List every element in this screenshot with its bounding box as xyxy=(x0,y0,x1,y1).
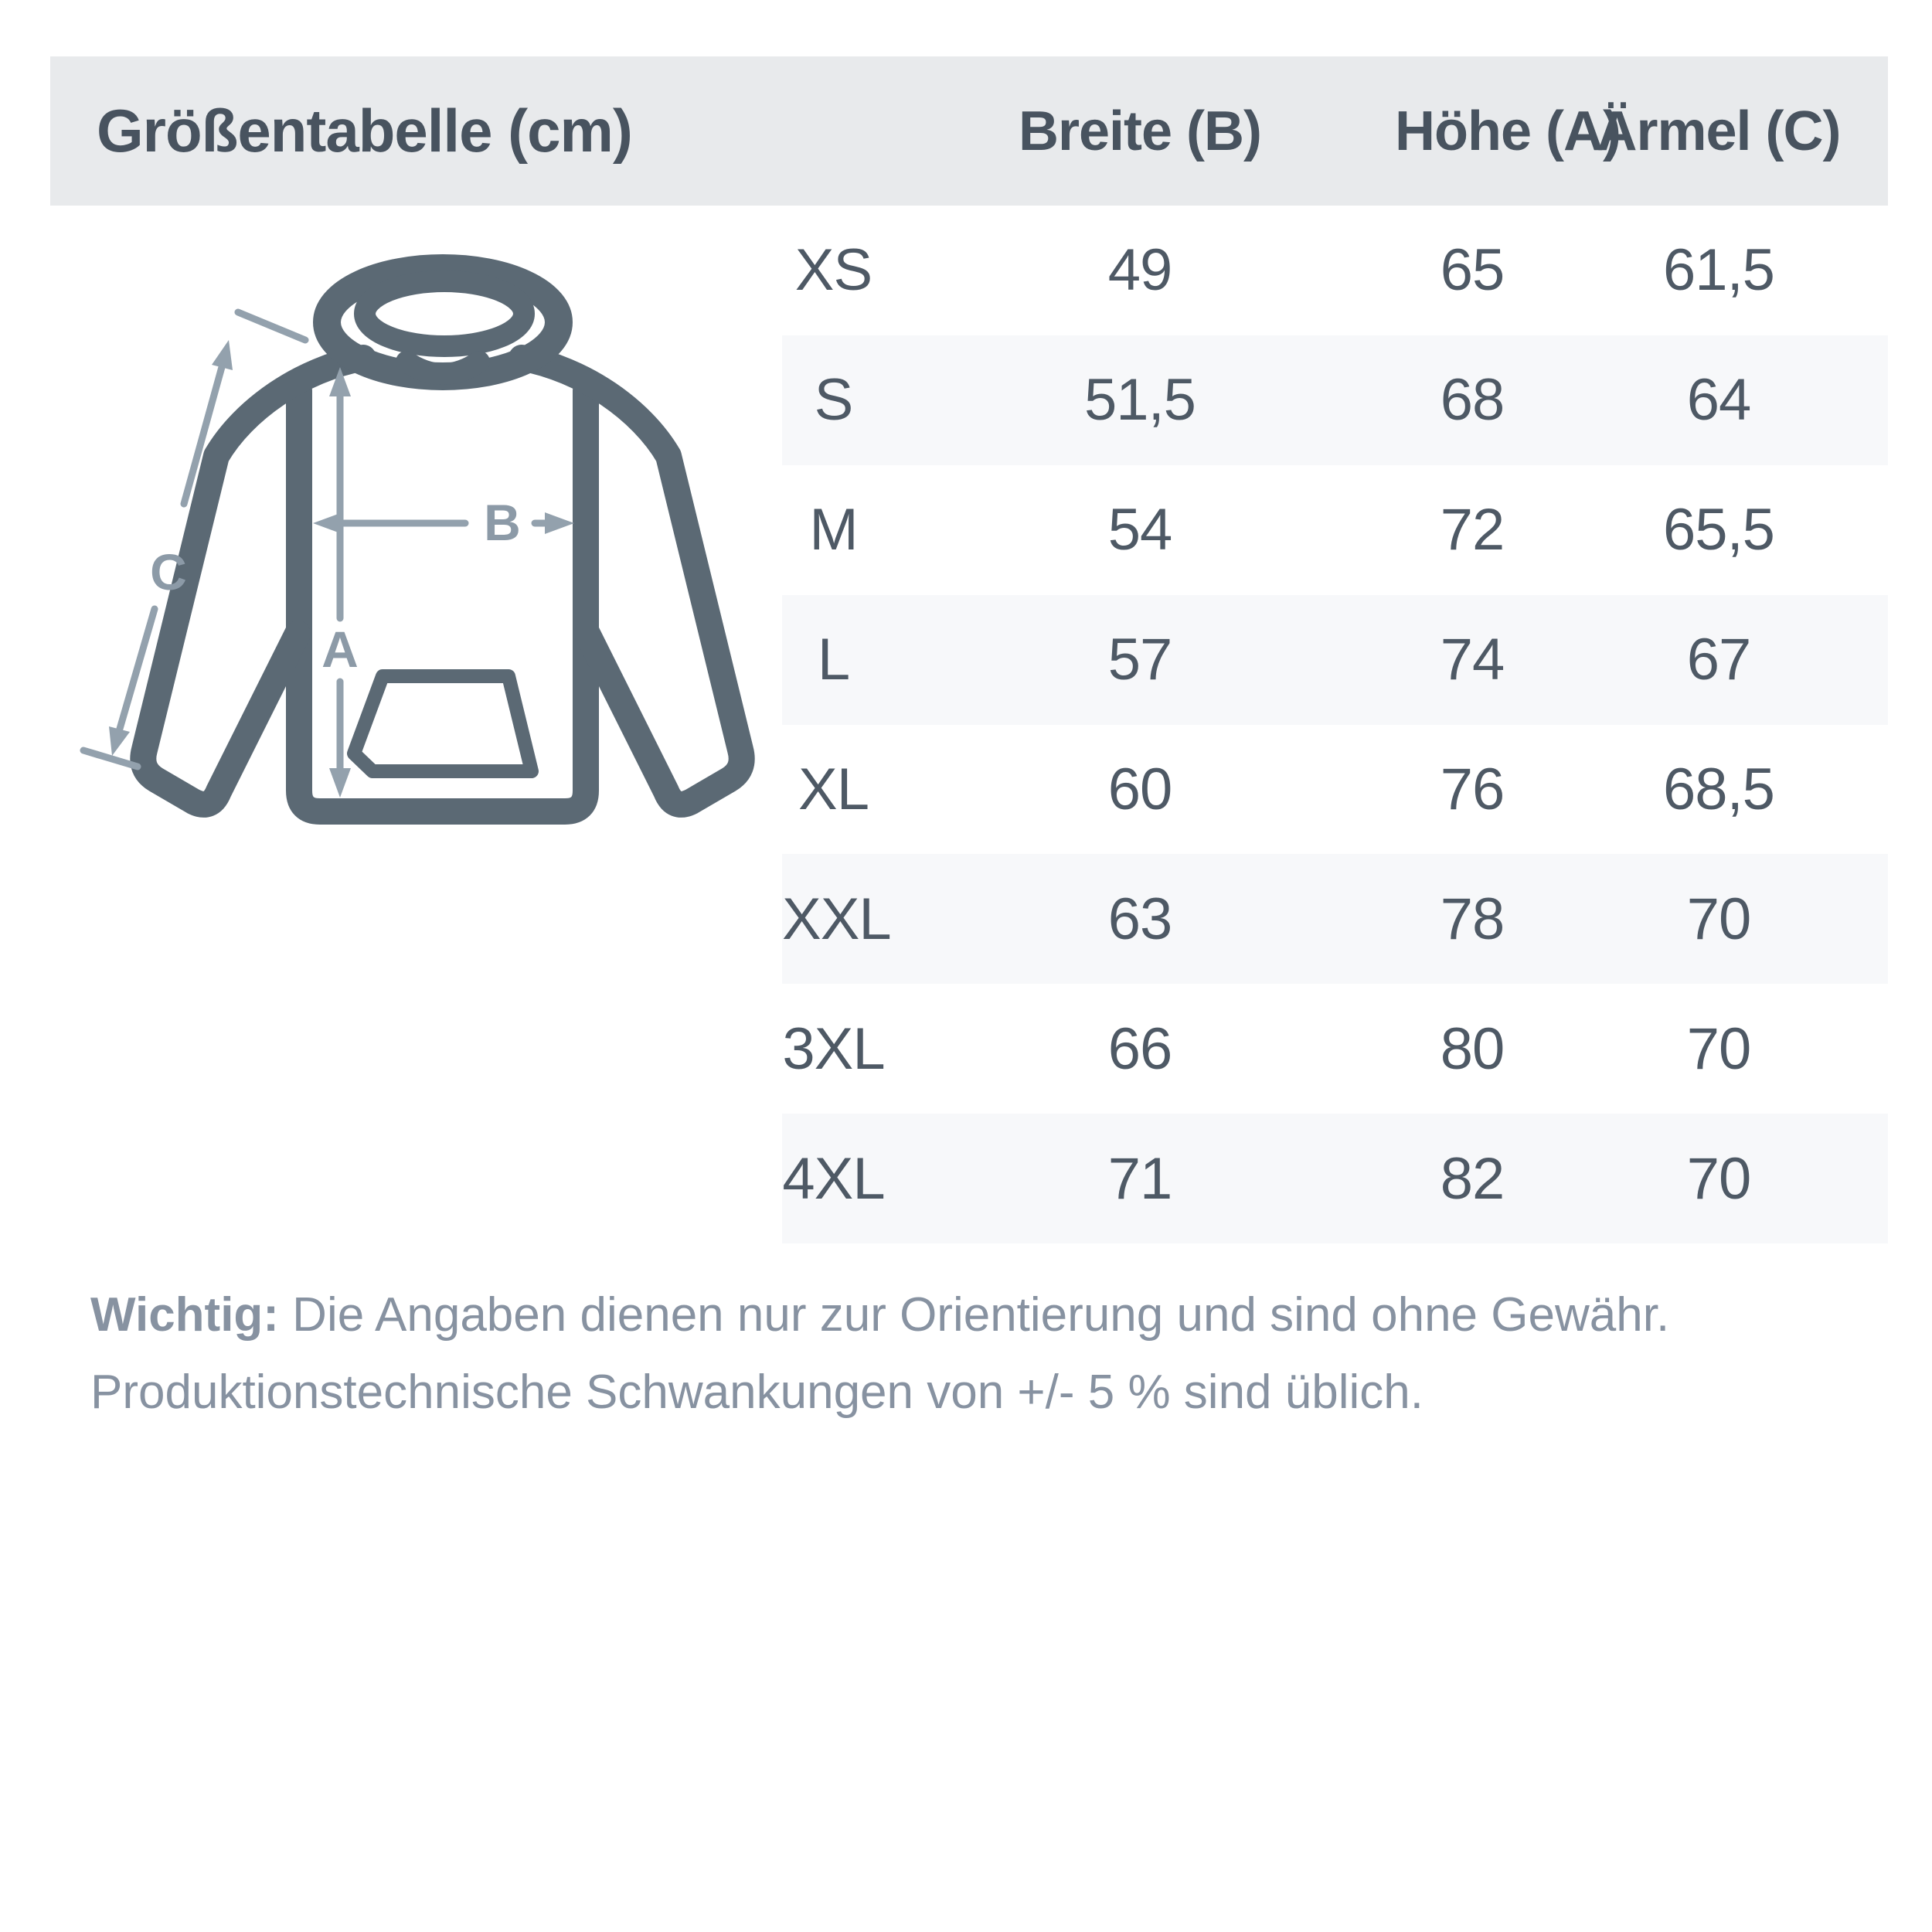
table-row xyxy=(782,984,1888,1114)
breite-value: 66 xyxy=(1107,1015,1172,1082)
table-row xyxy=(782,465,1888,595)
hoehe-value: 78 xyxy=(1440,886,1505,952)
aermel-value: 70 xyxy=(1686,1145,1751,1212)
hoodie-measurement-diagram xyxy=(62,216,796,881)
aermel-value: 68,5 xyxy=(1663,757,1774,822)
hoehe-value: 82 xyxy=(1440,1145,1505,1212)
note-prefix: Wichtig: xyxy=(90,1288,279,1342)
hood-front-dip xyxy=(406,362,479,374)
arrow-b-right xyxy=(545,512,574,534)
note-line-1 xyxy=(90,1277,1860,1354)
col-header-hoehe: Höhe (A) xyxy=(1395,100,1621,162)
table-row xyxy=(782,335,1888,465)
measure-label-a: A xyxy=(321,621,359,678)
aermel-value: 64 xyxy=(1686,367,1751,434)
size-label: XS xyxy=(794,237,872,304)
note-line1-text: Die Angaben dienen nur zur Orientierung und sind ohne Gewähr. xyxy=(278,1288,1670,1342)
note-line-2: Produktionstechnische Schwankungen von +/- 5 % sind üblich. xyxy=(90,1366,1423,1419)
tick-c-bottom xyxy=(83,750,138,767)
size-label: XXL xyxy=(782,886,891,952)
aermel-value: 70 xyxy=(1686,1015,1751,1082)
arrow-c-bottom xyxy=(109,726,130,756)
breite-value: 49 xyxy=(1107,237,1172,304)
column-headers xyxy=(782,56,1888,206)
table-row xyxy=(782,595,1888,725)
col-header-aermel: Ärmel (C) xyxy=(1597,100,1841,162)
hood-opening xyxy=(365,281,524,346)
kangaroo-pocket xyxy=(354,676,532,771)
size-label: L xyxy=(817,627,850,693)
table-row xyxy=(782,725,1888,855)
size-label: XL xyxy=(798,757,869,822)
aermel-value: 61,5 xyxy=(1663,237,1774,304)
measure-label-b: B xyxy=(484,494,521,551)
hoehe-value: 80 xyxy=(1440,1015,1505,1082)
size-label: 4XL xyxy=(782,1145,885,1212)
table-row xyxy=(782,206,1888,335)
breite-value: 57 xyxy=(1107,627,1172,693)
aermel-value: 67 xyxy=(1686,627,1751,693)
breite-value: 60 xyxy=(1107,757,1172,822)
measure-label-c: C xyxy=(150,543,187,600)
breite-value: 71 xyxy=(1107,1145,1172,1212)
table-row xyxy=(782,854,1888,984)
size-label: 3XL xyxy=(782,1015,885,1082)
breite-value: 51,5 xyxy=(1084,367,1196,434)
tick-c-top xyxy=(238,312,305,340)
aermel-value: 65,5 xyxy=(1663,497,1774,563)
size-table xyxy=(782,206,1888,1243)
col-header-breite: Breite (B) xyxy=(1018,100,1262,162)
important-note xyxy=(90,1277,1860,1431)
header-bar xyxy=(50,56,1888,206)
breite-value: 54 xyxy=(1107,497,1172,563)
breite-value: 63 xyxy=(1107,886,1172,952)
hoodie-right-sleeve xyxy=(522,358,742,804)
size-label: S xyxy=(814,367,853,434)
hoehe-value: 76 xyxy=(1440,757,1505,822)
hoehe-value: 74 xyxy=(1440,627,1505,693)
table-row xyxy=(782,1114,1888,1243)
hoehe-value: 72 xyxy=(1440,497,1505,563)
arrow-a-down xyxy=(329,768,351,798)
page-title: Größentabelle (cm) xyxy=(97,97,632,165)
size-label: M xyxy=(809,497,858,563)
hoehe-value: 65 xyxy=(1440,237,1505,304)
aermel-value: 70 xyxy=(1686,886,1751,952)
hoehe-value: 68 xyxy=(1440,367,1505,434)
